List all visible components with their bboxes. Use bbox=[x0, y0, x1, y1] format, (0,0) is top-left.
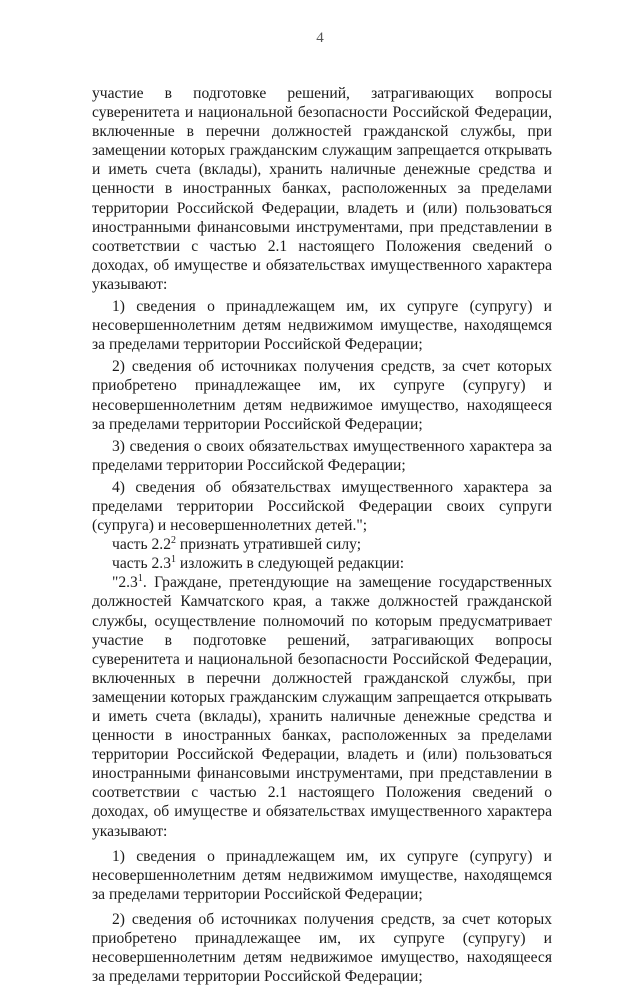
superscript: 2 bbox=[171, 534, 177, 546]
text-segment: "2.3 bbox=[112, 574, 138, 592]
paragraph-section-item-2: 2) сведения об источниках получения средств, за счет которых приобретено принадлежащее им, их супруге (супругу) и несовершеннолетним детям недвижимое имущество, находящееся за пределами территории Российской Федерации; bbox=[92, 910, 552, 986]
superscript: 1 bbox=[137, 573, 143, 585]
page-number: 4 bbox=[316, 30, 324, 46]
text-segment: признать утратившей силу; bbox=[176, 536, 362, 554]
document-body bbox=[92, 84, 552, 986]
text-segment: . Граждане, претендующие на замещение государственных должностей Камчатского края, а также должностей гражданской службы, осуществление полномочий по которым предусматривает участие в подготовке решений, затрагивающих вопросы суверенитета и национальной безопасности Российской Федерации, включенных в перечни должностей гражданской службы, при замещении которых гражданским служащим запрещается открывать и иметь счета (вклады), хранить наличные денежные средства и ценности в иностранных банках, расположенных за пределами территории Российской Федерации, владеть и (или) пользоваться иностранными финансовыми инструментами, при представлении в соответствии с частью 2.1 настоящего Положения сведений о доходах, об имуществе и обязательствах имущественного характера указывают: bbox=[92, 574, 552, 840]
paragraph-item-1: 1) сведения о принадлежащем им, их супруге (супругу) и несовершеннолетним детям недвижимом имуществе, находящемся за пределами территории Российской Федерации; bbox=[92, 298, 552, 354]
paragraph-part-2-3-amend bbox=[92, 554, 552, 573]
paragraph-item-2: 2) сведения об источниках получения средств, за счет которых приобретено принадлежащее им, их супруге (супругу) и несовершеннолетним детям недвижимое имущество, находящееся за пределами территории Российской Федерации; bbox=[92, 358, 552, 433]
text-segment: часть 2.2 bbox=[112, 536, 172, 554]
paragraph-section-2-3-1 bbox=[92, 573, 552, 840]
paragraph-part-2-2-repeal bbox=[92, 535, 552, 554]
paragraph-item-3: 3) сведения о своих обязательствах имущественного характера за пределами территории Российской Федерации; bbox=[92, 437, 552, 474]
superscript: 1 bbox=[171, 554, 177, 566]
text-segment: часть 2.3 bbox=[112, 555, 172, 573]
paragraph-section-item-1: 1) сведения о принадлежащем им, их супруге (супругу) и несовершеннолетним детям недвижимом имуществе, находящемся за пределами территории Российской Федерации; bbox=[92, 847, 552, 903]
text-segment: изложить в следующей редакции: bbox=[176, 555, 405, 573]
paragraph-item-4: 4) сведения об обязательствах имущественного характера за пределами территории Российской Федерации своих супруги (супруга) и несовершеннолетних детей."; bbox=[92, 478, 552, 535]
paragraph-intro-continuation: участие в подготовке решений, затрагивающих вопросы суверенитета и национальной безопасности Российской Федерации, включенные в перечни должностей гражданской службы, при замещении которых гражданским служащим запрещается открывать и иметь счета (вклады), хранить наличные денежные средства и ценности в иностранных банках, расположенных за пределами территории Российской Федерации, владеть и (или) пользоваться иностранными финансовыми инструментами, при представлении в соответствии с частью 2.1 настоящего Положения сведений о доходах, об имуществе и обязательствах имущественного характера указывают: bbox=[92, 85, 552, 293]
